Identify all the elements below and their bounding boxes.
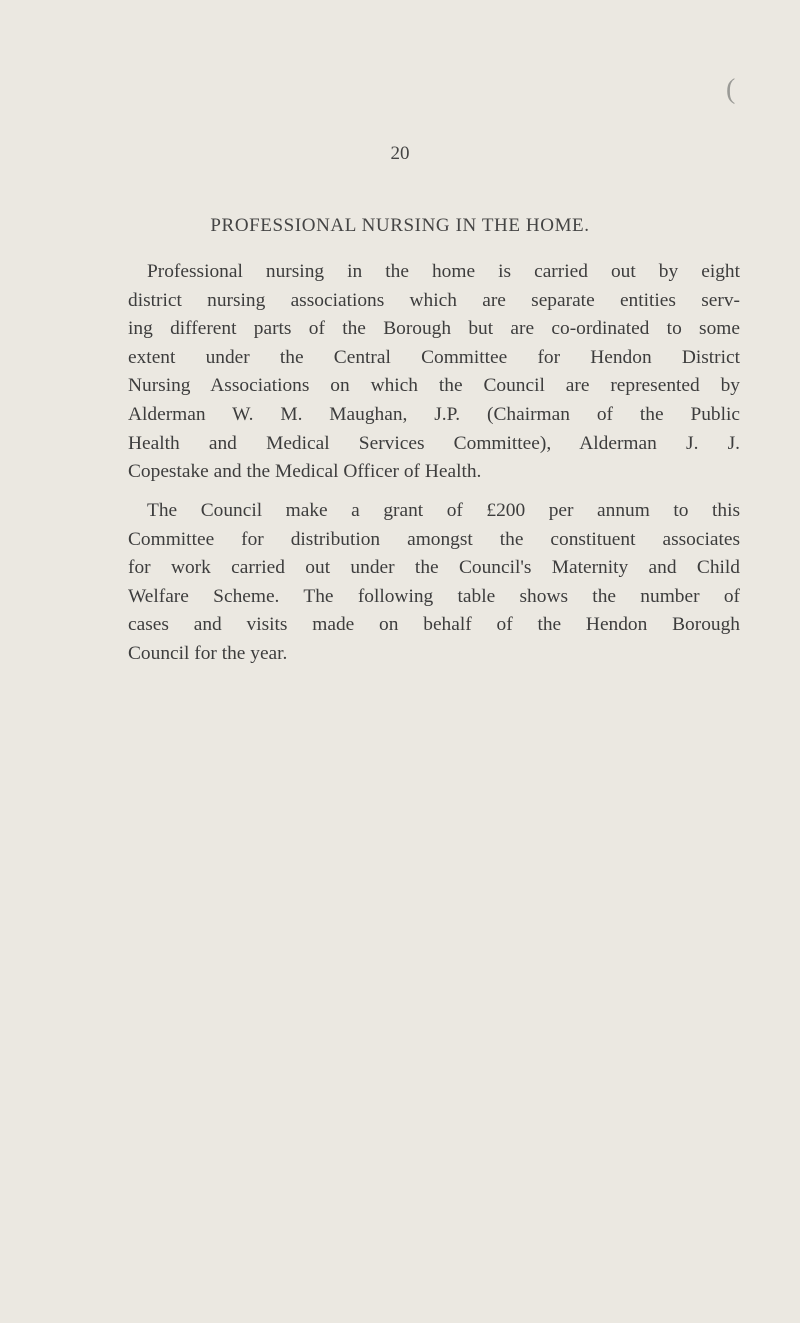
paragraph-line: extent under the Central Committee for Hendon District (128, 346, 740, 368)
paragraph-line: Health and Medical Services Committee), Alderman J. J. (128, 432, 740, 454)
paragraph-council-grant (128, 497, 740, 669)
paragraph-line: ing different parts of the Borough but are co-ordinated to some (128, 318, 740, 340)
paragraph-line: Professional nursing in the home is carried out by eight (147, 261, 740, 282)
margin-mark: ( (726, 74, 736, 105)
paragraph-line: for work carried out under the Council's Maternity and Child (128, 557, 740, 579)
paragraph-line: Committee for distribution amongst the constituent associates (128, 528, 740, 550)
page-number: 20 (390, 143, 410, 164)
paragraph-line: The Council make a grant of £200 per annum to this (147, 500, 740, 521)
paragraph-professional-nursing (128, 258, 740, 487)
paragraph-line: Welfare Scheme. The following table shows the number of (128, 585, 740, 607)
paragraph-line: Copestake and the Medical Officer of Health. (128, 461, 482, 483)
paragraph-line: Council for the year. (128, 642, 288, 664)
paragraph-line: Alderman W. M. Maughan, J.P. (Chairman of the Public (128, 403, 740, 425)
paragraph-line: Nursing Associations on which the Council are represented by (128, 375, 740, 397)
paragraph-line: district nursing associations which are separate entities serv- (128, 289, 740, 311)
section-heading: PROFESSIONAL NURSING IN THE HOME. (210, 215, 590, 236)
paragraph-line: cases and visits made on behalf of the Hendon Borough (128, 614, 740, 636)
